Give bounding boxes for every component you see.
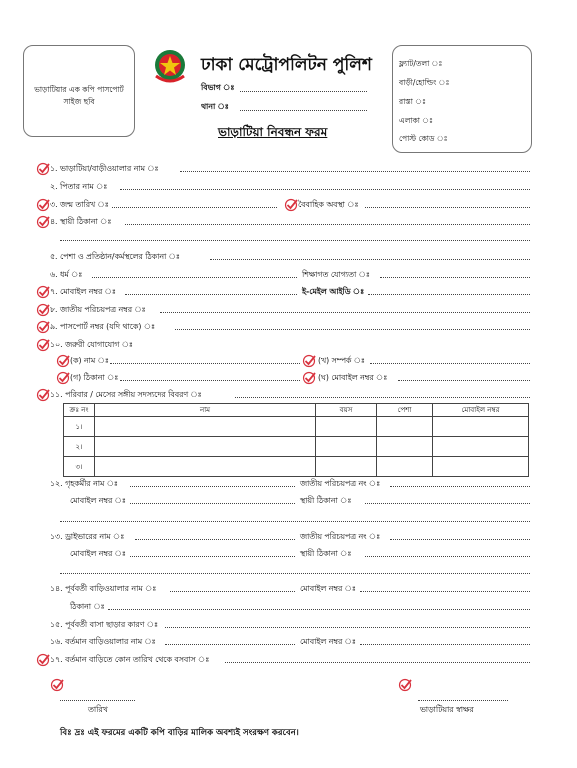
field-16b-label: মোবাইল নম্বর ঃ — [300, 637, 356, 646]
field-1-input[interactable] — [180, 171, 530, 172]
field-16-label: ১৬. বর্তমান বাড়িওয়ালার নাম ঃ — [50, 637, 156, 646]
field-15-input[interactable] — [165, 627, 530, 628]
footer-note: বিঃ দ্রঃ এই ফরমের একটি কপি বাড়ির মালিক অবশ্যই সংরক্ষণ করবেন। — [60, 728, 299, 738]
field-12-label: ১২. গৃহকর্মীর নাম ঃ — [50, 479, 118, 488]
field-7-input[interactable] — [125, 294, 297, 295]
table-cell[interactable] — [316, 457, 377, 477]
field-12-input[interactable] — [130, 486, 295, 487]
field-16b-input[interactable] — [360, 644, 530, 645]
check-mark-icon — [50, 678, 64, 692]
field-6b-input[interactable] — [380, 277, 530, 278]
check-mark-icon — [398, 678, 412, 692]
field-10a-label: (ক) নাম ঃ — [70, 356, 109, 365]
table-cell[interactable] — [316, 417, 377, 437]
field-10b-label: (খ) সম্পর্ক ঃ — [318, 356, 365, 365]
field-3-label: ৩. জন্ম তারিখ ঃ — [50, 200, 109, 209]
table-header-mobile: মোবাইল নম্বর — [433, 404, 529, 417]
field-12d-label: স্থায়ী ঠিকানা ঃ — [300, 496, 352, 505]
field-13b-label: জাতীয় পরিচয়পত্র নং ঃ — [300, 532, 381, 541]
house-label: বাড়ী/হোল্ডিং ঃ — [399, 78, 450, 87]
field-10d-label: (ঘ) মোবাইল নম্বর ঃ — [318, 373, 388, 382]
field-7-label: ৭. মোবাইল নম্বর ঃ — [50, 287, 116, 296]
check-mark-icon — [36, 198, 50, 212]
field-4-input-2[interactable] — [60, 240, 530, 241]
table-header-name: নাম — [95, 404, 316, 417]
division-field[interactable] — [240, 91, 367, 92]
field-13d-input-2[interactable] — [60, 573, 530, 574]
check-mark-icon — [36, 215, 50, 229]
field-13-label: ১৩. ড্রাইভারের নাম ঃ — [50, 532, 125, 541]
table-row-serial: ৩। — [64, 457, 95, 477]
field-4-input[interactable] — [125, 224, 530, 225]
table-cell[interactable] — [95, 457, 316, 477]
flat-label: ফ্ল্যাট/তলা ঃ — [399, 59, 443, 68]
table-cell[interactable] — [433, 437, 529, 457]
check-mark-icon — [36, 338, 50, 352]
field-4-label: ৪. স্থায়ী ঠিকানা ঃ — [50, 217, 112, 226]
field-6b-label: শিক্ষাগত যোগ্যতা ঃ — [302, 270, 370, 279]
table-header-serial: ক্রঃ নং — [64, 404, 95, 417]
postcode-label: পোস্ট কোড ঃ — [399, 134, 448, 143]
field-6-label: ৬. ধর্ম ঃ — [50, 270, 83, 279]
field-12c-input[interactable] — [130, 503, 295, 504]
field-10b-input[interactable] — [370, 363, 530, 364]
field-14-input[interactable] — [170, 591, 295, 592]
field-3-input[interactable] — [112, 207, 277, 208]
field-14b-label: মোবাইল নম্বর ঃ — [300, 584, 356, 593]
check-mark-icon — [36, 303, 50, 317]
field-16-input[interactable] — [165, 644, 295, 645]
field-5-input[interactable] — [210, 259, 530, 260]
check-mark-icon — [36, 162, 50, 176]
field-13d-input[interactable] — [365, 556, 530, 557]
table-cell[interactable] — [377, 437, 433, 457]
field-14b-input[interactable] — [360, 591, 530, 592]
check-mark-icon — [56, 371, 70, 385]
address-box — [392, 45, 532, 153]
field-13d-label: স্থায়ী ঠিকানা ঃ — [300, 549, 352, 558]
field-17-input[interactable] — [225, 662, 530, 663]
field-8-input[interactable] — [160, 312, 530, 313]
table-cell[interactable] — [316, 437, 377, 457]
date-label: তারিখ — [88, 705, 108, 714]
table-row-serial: ১। — [64, 417, 95, 437]
photo-box-text: ভাড়াটিয়ার এক কপি পাসপোর্ট সাইজ ছবি — [34, 85, 124, 106]
field-1-label: ১. ভাড়াটিয়া/বাড়ীওয়ালার নাম ঃ — [50, 164, 159, 173]
field-6-input[interactable] — [92, 277, 297, 278]
field-10c-input[interactable] — [120, 380, 300, 381]
station-label: থানা ঃ — [201, 102, 229, 111]
field-2-label: ২. পিতার নাম ঃ — [50, 182, 108, 191]
field-7b-label: ই-মেইল আইডি ঃ — [302, 287, 365, 296]
field-14-label: ১৪. পূর্ববর্তী বাড়িওয়ালার নাম ঃ — [50, 584, 157, 593]
members-table — [63, 403, 529, 477]
field-5-label: ৫. পেশা ও প্রতিষ্ঠান/কর্মস্থলের ঠিকানা ঃ — [50, 252, 180, 261]
date-line[interactable] — [60, 700, 135, 701]
table-header-profession: পেশা — [377, 404, 433, 417]
field-9-label: ৯. পাসপোর্ট নম্বর (যদি থাকে) ঃ — [50, 322, 156, 331]
field-12c-label: মোবাইল নম্বর ঃ — [70, 496, 126, 505]
field-9-input[interactable] — [175, 329, 530, 330]
photo-box — [23, 45, 135, 137]
field-2-input[interactable] — [120, 189, 530, 190]
table-cell[interactable] — [433, 457, 529, 477]
field-17-label: ১৭. বর্তমান বাড়িতে কোন তারিখ থেকে বসবাস ঃ — [50, 655, 210, 664]
table-cell[interactable] — [95, 437, 316, 457]
table-cell[interactable] — [95, 417, 316, 437]
table-header-age: বয়স — [316, 404, 377, 417]
field-12b-input[interactable] — [390, 486, 530, 487]
field-13c-label: মোবাইল নম্বর ঃ — [70, 549, 126, 558]
check-mark-icon — [56, 354, 70, 368]
road-label: রাস্তা ঃ — [399, 97, 426, 106]
field-15-label: ১৫. পূর্ববর্তী বাসা ছাড়ার কারণ ঃ — [50, 620, 159, 629]
field-3b-label: বৈবাহিক অবস্থা ঃ — [298, 200, 359, 209]
check-mark-icon — [36, 320, 50, 334]
field-13b-input[interactable] — [390, 539, 530, 540]
field-13c-input[interactable] — [130, 556, 295, 557]
check-mark-icon — [284, 198, 298, 212]
field-10c-label: (গ) ঠিকানা ঃ — [70, 373, 119, 382]
table-cell[interactable] — [377, 417, 433, 437]
field-7b-input[interactable] — [368, 294, 530, 295]
field-10a-input[interactable] — [110, 363, 300, 364]
field-14c-label: ঠিকানা ঃ — [70, 602, 105, 611]
table-cell[interactable] — [433, 417, 529, 437]
field-14c-input[interactable] — [108, 609, 530, 610]
table-cell[interactable] — [377, 457, 433, 477]
area-label: এলাকা ঃ — [399, 116, 433, 125]
field-11-input[interactable] — [235, 397, 530, 398]
division-label: বিভাগ ঃ — [201, 83, 235, 92]
form-title: ভাড়াটিয়া নিবন্ধন ফরম — [218, 125, 328, 139]
station-field[interactable] — [240, 110, 367, 111]
check-mark-icon — [302, 371, 316, 385]
page-title: ঢাকা মেট্রোপলিটন পুলিশ — [201, 55, 372, 75]
field-8-label: ৮. জাতীয় পরিচয়পত্র নম্বর ঃ — [50, 305, 146, 314]
signature-line[interactable] — [418, 700, 508, 701]
field-12d-input[interactable] — [365, 503, 530, 504]
field-11-label: ১১. পরিবার / মেসের সঙ্গীয় সদস্যদের বিবরণ ঃ — [50, 390, 202, 399]
field-12b-label: জাতীয় পরিচয়পত্র নং ঃ — [300, 479, 381, 488]
check-mark-icon — [36, 388, 50, 402]
field-13-input[interactable] — [135, 539, 295, 540]
field-12d-input-2[interactable] — [60, 521, 530, 522]
police-logo — [150, 46, 190, 86]
check-mark-icon — [36, 285, 50, 299]
field-10-label: ১০. জরুরী যোগাযোগ ঃ — [50, 340, 133, 349]
field-3b-input[interactable] — [365, 207, 530, 208]
check-mark-icon — [302, 354, 316, 368]
signature-label: ভাড়াটিয়ার স্বাক্ষর — [420, 705, 474, 714]
field-10d-input[interactable] — [398, 380, 530, 381]
check-mark-icon — [36, 653, 50, 667]
table-row-serial: ২। — [64, 437, 95, 457]
